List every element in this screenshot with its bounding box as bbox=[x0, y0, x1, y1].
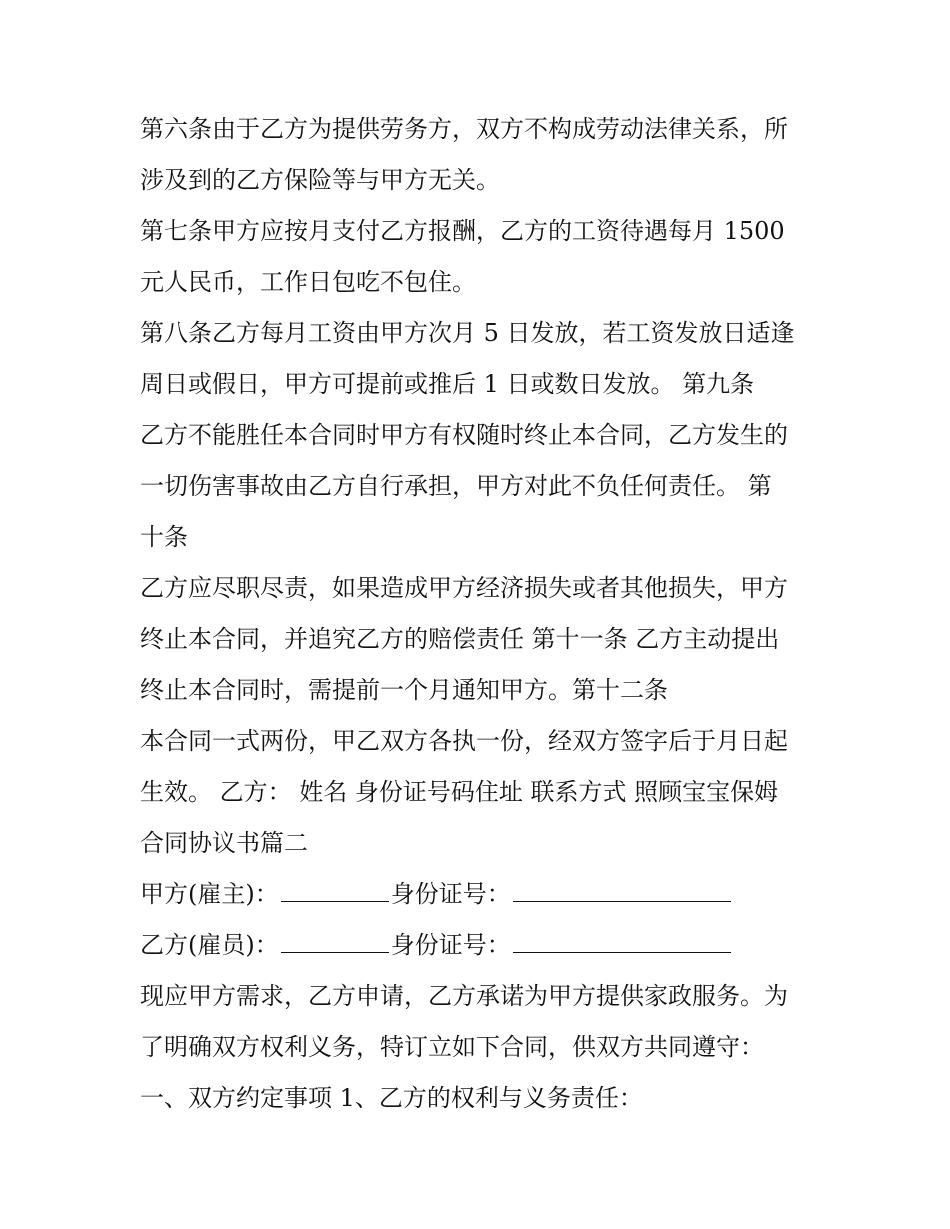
text-line: 本合同一式两份，甲乙双方各执一份，经双方签字后于月日起 bbox=[140, 727, 788, 755]
employer-label: 甲方(雇主)： bbox=[140, 880, 279, 908]
text-line: 周日或假日，甲方可提前或推后 1 日或数日发放。 第九条 bbox=[140, 370, 755, 398]
text-line: 第八条乙方每月工资由甲方次月 5 日发放，若工资发放日适逢 bbox=[140, 319, 795, 347]
text-line: 一切伤害事故由乙方自行承担，甲方对此不负任何责任。 第 bbox=[140, 472, 772, 500]
employee-label: 乙方(雇员)： bbox=[140, 931, 279, 959]
text-line: 乙方不能胜任本合同时甲方有权随时终止本合同，乙方发生的 bbox=[140, 421, 788, 449]
employer-id-label: 身份证号： bbox=[390, 880, 511, 908]
employer-line bbox=[140, 869, 830, 920]
text-line: 元人民币，工作日包吃不包住。 bbox=[140, 268, 476, 296]
employee-name-blank bbox=[281, 922, 389, 953]
contract-text bbox=[140, 104, 830, 1124]
employee-id-blank bbox=[513, 922, 731, 953]
text-line: 第七条甲方应按月支付乙方报酬，乙方的工资待遇每月 1500 bbox=[140, 217, 785, 245]
text-line: 生效。 乙方： 姓名 身份证号码住址 联系方式 照顾宝宝保姆 bbox=[140, 778, 779, 806]
text-line: 终止本合同时，需提前一个月通知甲方。第十二条 bbox=[140, 676, 668, 704]
text-line: 十条 bbox=[140, 523, 188, 551]
employee-line bbox=[140, 920, 830, 971]
employee-id-label: 身份证号： bbox=[390, 931, 511, 959]
text-line: 合同协议书篇二 bbox=[140, 829, 308, 857]
employer-id-blank bbox=[513, 871, 731, 902]
text-line: 一、双方约定事项 1、乙方的权利与义务责任： bbox=[140, 1084, 643, 1112]
employer-name-blank bbox=[281, 871, 389, 902]
text-line: 了明确双方权利义务，特订立如下合同，供双方共同遵守： bbox=[140, 1033, 764, 1061]
text-line: 乙方应尽职尽责，如果造成甲方经济损失或者其他损失，甲方 bbox=[140, 574, 788, 602]
text-line: 现应甲方需求，乙方申请，乙方承诺为甲方提供家政服务。为 bbox=[140, 982, 788, 1010]
text-line: 第六条由于乙方为提供劳务方，双方不构成劳动法律关系，所 bbox=[140, 115, 788, 143]
text-line: 涉及到的乙方保险等与甲方无关。 bbox=[140, 166, 500, 194]
text-line: 终止本合同，并追究乙方的赔偿责任 第十一条 乙方主动提出 bbox=[140, 625, 780, 653]
